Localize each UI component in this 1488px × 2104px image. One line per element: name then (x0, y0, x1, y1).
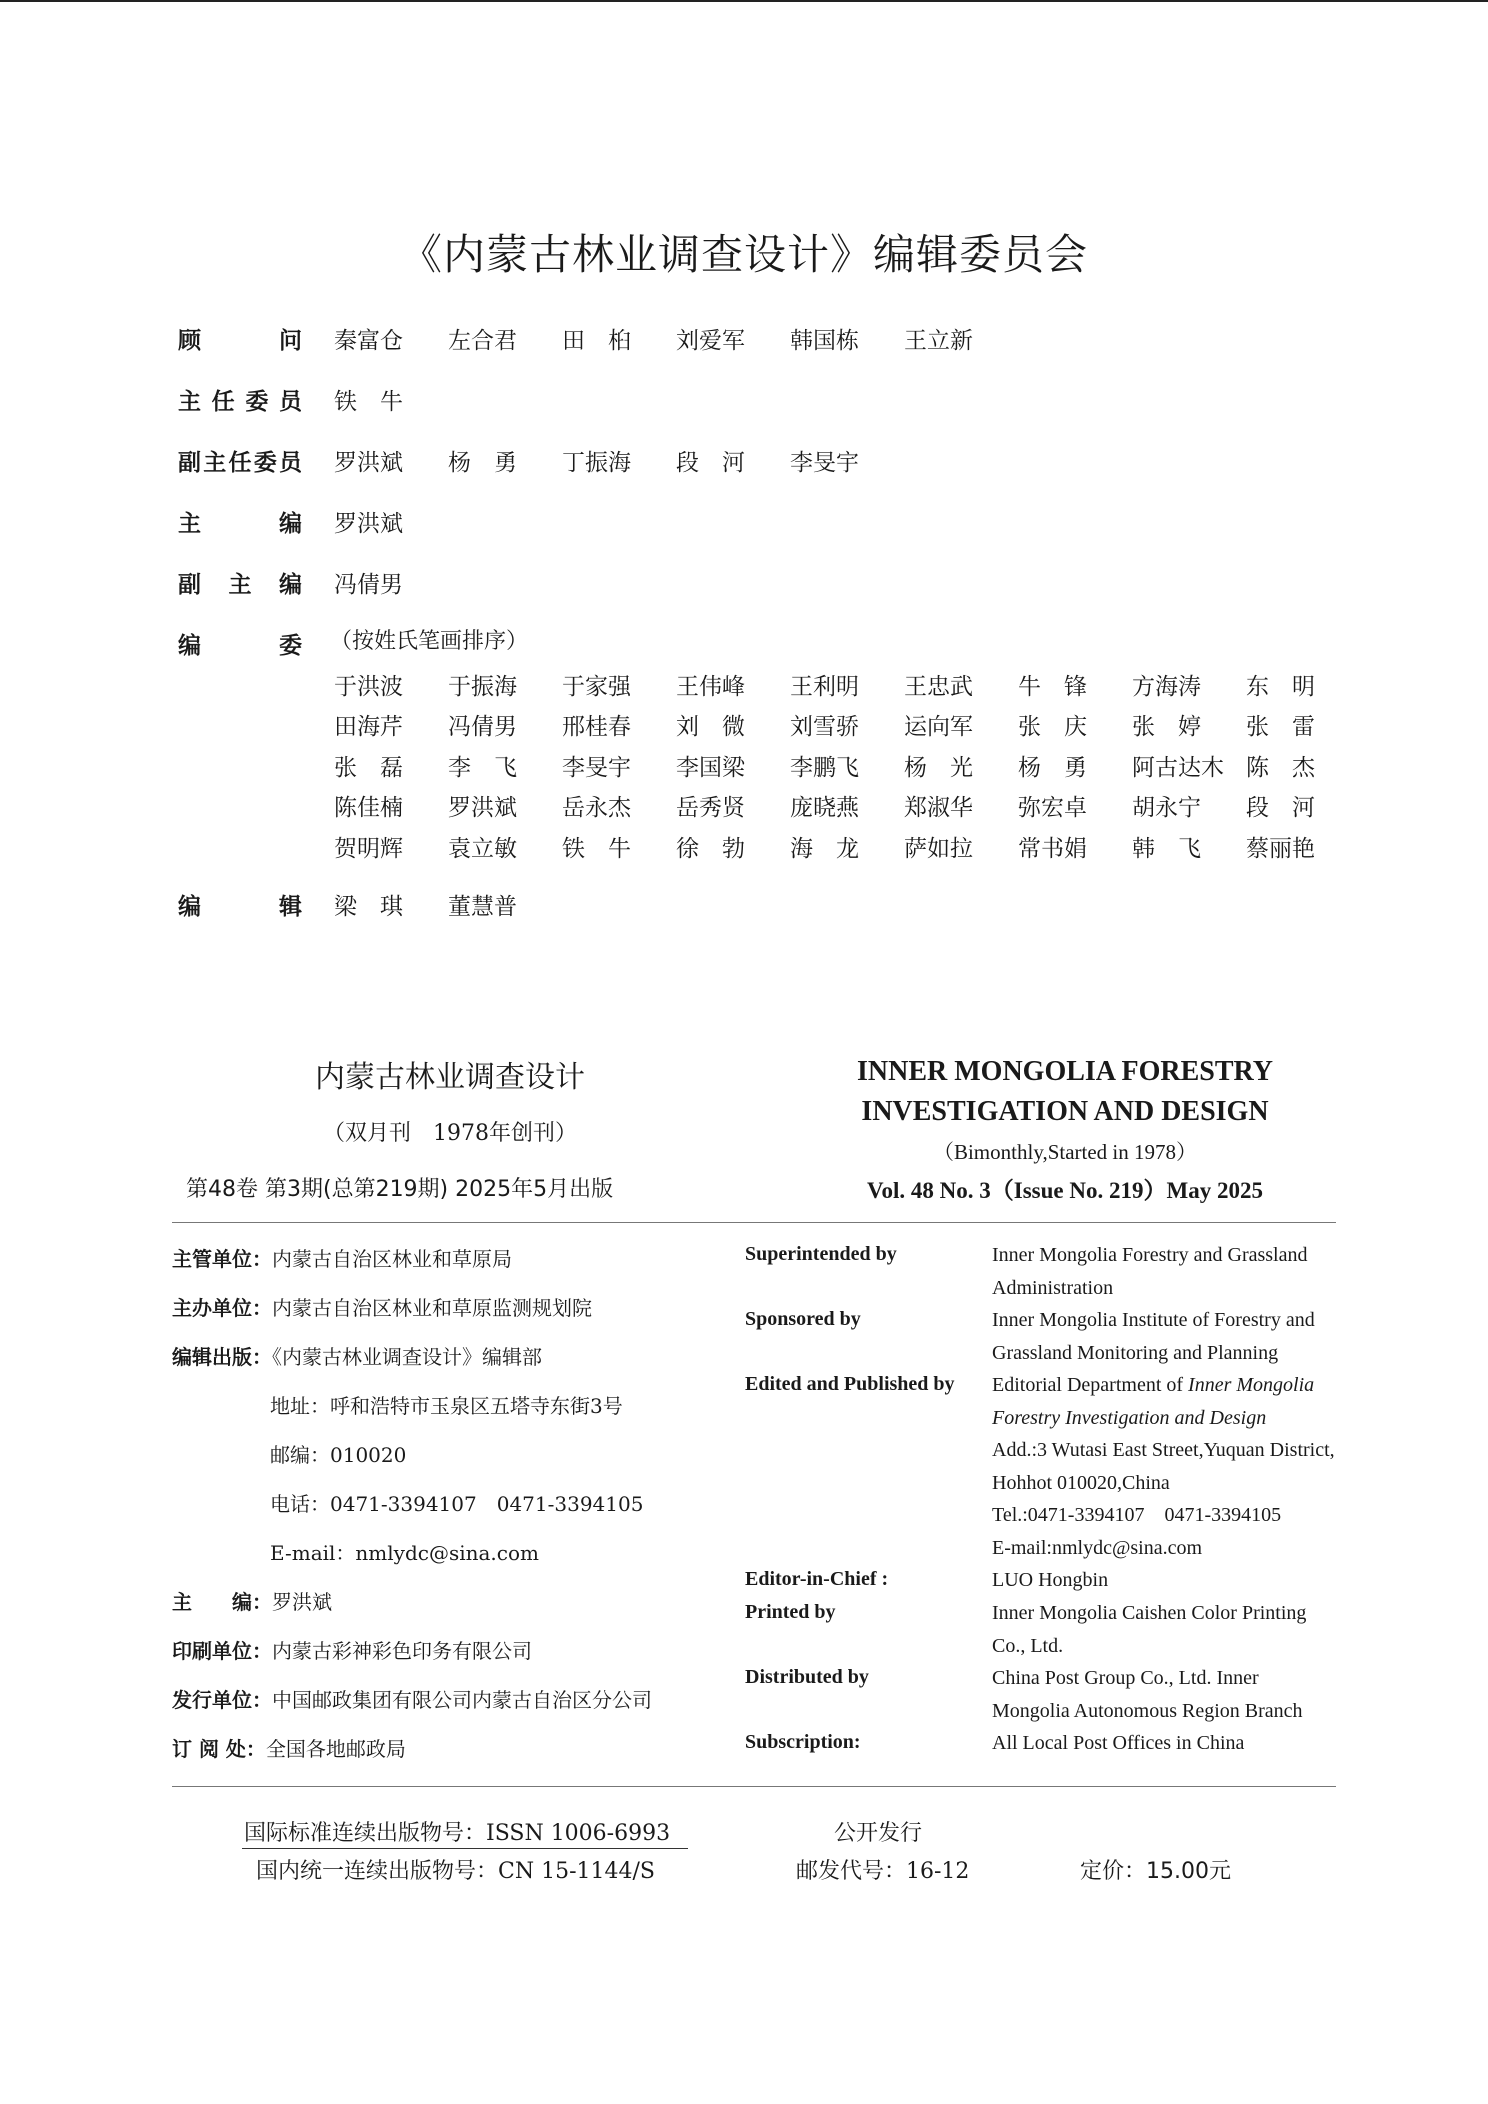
committee-member-name: 冯倩男 (334, 572, 403, 598)
role-label-char: 委 (279, 633, 302, 659)
tel-value: Tel.:0471-3394107 0471-3394105 (992, 1504, 1282, 1526)
committee-member-name: 陈 杰 (1246, 754, 1315, 781)
members-row (334, 664, 1360, 705)
committee-member-name: 张 庆 (1018, 714, 1087, 741)
role-label-char: 主 (203, 450, 227, 476)
role-label-char: 辑 (279, 894, 302, 920)
committee-member-name: 张 雷 (1246, 714, 1315, 741)
cn-info-label: 主 编： (172, 1590, 272, 1614)
distributed-label: Distributed by (745, 1666, 869, 1688)
committee-member-name: 王利明 (790, 673, 859, 700)
cn-info-row (172, 1341, 542, 1370)
cn-info-value: 内蒙古自治区林业和草原局 (272, 1247, 512, 1271)
committee-member-name: 蔡丽艳 (1246, 835, 1315, 862)
committee-member-name: 胡永宁 (1132, 795, 1201, 822)
committee-member-name: 丁振海 (562, 450, 631, 476)
committee-member-name: 刘 微 (676, 714, 745, 741)
role-label-char: 员 (279, 450, 302, 476)
cn-info-row (270, 1488, 643, 1517)
journal-cn-title: 内蒙古林业调查设计 (315, 1060, 585, 1095)
journal-en-subtitle: （Bimonthly,Started in 1978） (932, 1140, 1198, 1164)
sponsored-label: Sponsored by (745, 1308, 861, 1330)
issn-underline (242, 1848, 688, 1849)
price: 定价：15.00元 (1080, 1859, 1231, 1884)
cn-number-text: 国内统一连续出版物号：CN 15-1144/S (256, 1859, 655, 1884)
cn-info-row (172, 1635, 532, 1664)
cn-info-row (172, 1586, 332, 1615)
issn-text: 国际标准连续出版物号：ISSN 1006-6993 (244, 1821, 671, 1846)
cn-info-label: 主办单位： (172, 1296, 272, 1320)
committee-member-name: 邢桂春 (562, 714, 631, 741)
committee-member-name: 常书娟 (1018, 835, 1087, 862)
cn-info-value: 地址：呼和浩特市玉泉区五塔寺东街3号 (270, 1394, 623, 1418)
editor-name: 董慧普 (448, 894, 517, 920)
role-label-char: 编 (178, 894, 201, 920)
committee-member-name: 罗洪斌 (448, 795, 517, 822)
committee-member-name: 左合君 (448, 328, 517, 354)
committee-member-name: 秦富仓 (334, 328, 403, 354)
role-names (334, 322, 1018, 355)
cn-info-label: 订 阅 处： (172, 1737, 266, 1761)
editors-names (334, 888, 562, 921)
journal-en-title-line-2: INVESTIGATION AND DESIGN (861, 1096, 1269, 1127)
committee-member-name: 东 明 (1246, 673, 1315, 700)
role-label-char: 编 (279, 572, 302, 598)
cn-info-value: E-mail：nmlydc@sina.com (270, 1541, 539, 1565)
committee-member-name: 陈佳楠 (334, 795, 403, 822)
divider-bottom (172, 1786, 1336, 1787)
members-note: （按姓氏笔画排序） (330, 629, 529, 654)
role-label-char: 主 (178, 389, 201, 415)
committee-member-name: 徐 勃 (676, 835, 745, 862)
members-grid (334, 664, 1360, 867)
journal-en-volume: Vol. 48 No. 3（Issue No. 219）May 2025 (867, 1178, 1263, 1203)
role-label-char: 副 (178, 450, 201, 476)
journal-cn-volume: 第48卷 第3期(总第219期) 2025年5月出版 (186, 1177, 614, 1202)
top-border-line (0, 0, 1488, 2)
subscription-label: Subscription: (745, 1731, 861, 1753)
role-label (178, 627, 302, 660)
role-label-char: 顾 (178, 328, 201, 354)
committee-member-name: 韩 飞 (1132, 835, 1201, 862)
committee-member-name: 李国梁 (676, 754, 745, 781)
cn-info-row (270, 1390, 623, 1419)
cn-info-label: 印刷单位： (172, 1639, 272, 1663)
role-label-char: 编 (279, 511, 302, 537)
cn-info-label: 发行单位： (172, 1688, 272, 1712)
role-label-char: 副 (178, 572, 201, 598)
committee-member-name: 于家强 (562, 673, 631, 700)
committee-member-name: 田 桕 (562, 328, 631, 354)
committee-member-name: 田海芹 (334, 714, 403, 741)
role-names (334, 566, 448, 599)
role-label-char: 问 (279, 328, 302, 354)
cn-info-row (172, 1684, 652, 1713)
public-distribution: 公开发行 (834, 1821, 923, 1846)
journal-en-title-line-1: INNER MONGOLIA FORESTRY (857, 1056, 1273, 1087)
committee-member-name: 段 河 (1246, 795, 1315, 822)
cn-info-value: 内蒙古彩神彩色印务有限公司 (272, 1639, 532, 1663)
members-row (334, 705, 1360, 746)
cn-info-row (172, 1733, 406, 1762)
committee-member-name: 杨 勇 (1018, 754, 1087, 781)
members-row (334, 745, 1360, 786)
journal-en-title (770, 1052, 1360, 1132)
committee-member-name: 运向军 (904, 714, 973, 741)
committee-member-name: 铁 牛 (562, 835, 631, 862)
committee-member-name: 阿古达木 (1132, 754, 1224, 781)
role-label (178, 505, 302, 538)
committee-title: 《内蒙古林业调查设计》编辑委员会 (399, 230, 1088, 279)
role-label-char: 员 (278, 389, 302, 415)
committee-member-name: 李 飞 (448, 754, 517, 781)
editor-name: 梁 琪 (334, 894, 403, 920)
subscription-value: All Local Post Offices in China (992, 1732, 1245, 1754)
members-row (334, 786, 1360, 827)
printed-value: Inner Mongolia Caishen Color Printing Co., Ltd. (992, 1602, 1307, 1657)
role-label (178, 322, 302, 355)
committee-member-name: 韩国栋 (790, 328, 859, 354)
postal-code: 邮发代号：16-12 (796, 1859, 970, 1884)
committee-member-name: 李鹏飞 (790, 754, 859, 781)
edited-value-prefix: Editorial Department of (992, 1374, 1189, 1396)
sponsored-value: Inner Mongolia Institute of Forestry and Grassland Monitoring and Planning (992, 1309, 1315, 1364)
role-label (178, 566, 302, 599)
cn-info-row (172, 1292, 592, 1321)
printed-label: Printed by (745, 1601, 836, 1623)
committee-member-name: 弥宏卓 (1018, 795, 1087, 822)
committee-member-name: 岳秀贤 (676, 795, 745, 822)
role-names (334, 505, 448, 538)
committee-member-name: 罗洪斌 (334, 450, 403, 476)
cn-info-row (270, 1439, 406, 1468)
edited-label: Edited and Published by (745, 1373, 955, 1395)
cn-info-value: 电话：0471-3394107 0471-3394105 (270, 1492, 644, 1516)
committee-member-name: 庞晓燕 (790, 795, 859, 822)
cn-info-value: 《内蒙古林业调查设计》编辑部 (272, 1345, 542, 1369)
committee-member-name: 刘雪骄 (790, 714, 859, 741)
committee-member-name: 段 河 (676, 450, 745, 476)
committee-member-name: 方海涛 (1132, 673, 1201, 700)
role-label-char: 委 (253, 450, 277, 476)
chief-label: Editor-in-Chief : (745, 1568, 889, 1590)
edited-value-journal: Inner Mongolia Forestry Investigation and Design (992, 1374, 1315, 1429)
committee-member-name: 李旻宇 (562, 754, 631, 781)
role-label-char: 编 (178, 633, 201, 659)
committee-member-name: 刘爱军 (676, 328, 745, 354)
cn-info-label: 主管单位： (172, 1247, 272, 1271)
role-label-char: 任 (211, 389, 235, 415)
cn-info-row (270, 1537, 539, 1566)
cn-info-row (172, 1243, 512, 1272)
role-label-char: 主 (178, 511, 201, 537)
distributed-value: China Post Group Co., Ltd. Inner Mongolia Autonomous Region Branch (992, 1667, 1303, 1722)
cn-info-value: 邮编：010020 (270, 1443, 407, 1467)
committee-member-name: 王伟峰 (676, 673, 745, 700)
committee-member-name: 牛 锋 (1018, 673, 1087, 700)
committee-member-name: 郑淑华 (904, 795, 973, 822)
superintended-value: Inner Mongolia Forestry and Grassland Administration (992, 1244, 1308, 1299)
divider-top (172, 1222, 1336, 1223)
committee-member-name: 于振海 (448, 673, 517, 700)
address-value: Add.:3 Wutasi East Street,Yuquan District, Hohhot 010020,China (992, 1439, 1335, 1494)
chief-value: LUO Hongbin (992, 1569, 1109, 1591)
committee-member-name: 岳永杰 (562, 795, 631, 822)
committee-member-name: 海 龙 (790, 835, 859, 862)
superintended-label: Superintended by (745, 1243, 897, 1265)
editors-role-label (178, 888, 302, 921)
role-names (334, 383, 448, 416)
committee-member-name: 王忠武 (904, 673, 973, 700)
cn-info-value: 中国邮政集团有限公司内蒙古自治区分公司 (272, 1688, 652, 1712)
cn-info-value: 内蒙古自治区林业和草原监测规划院 (272, 1296, 592, 1320)
role-label (178, 383, 302, 416)
committee-member-name: 于洪波 (334, 673, 403, 700)
role-label (178, 444, 302, 477)
role-label-char: 任 (228, 450, 252, 476)
committee-member-name: 王立新 (904, 328, 973, 354)
edited-value (992, 1369, 1336, 1434)
journal-cn-subtitle: （双月刊 1978年创刊） (323, 1121, 577, 1146)
committee-member-name: 杨 勇 (448, 450, 517, 476)
committee-member-name: 袁立敏 (448, 835, 517, 862)
committee-member-name: 萨如拉 (904, 835, 973, 862)
cn-info-value: 罗洪斌 (272, 1590, 332, 1614)
committee-member-name: 贺明辉 (334, 835, 403, 862)
members-row (334, 826, 1360, 867)
committee-member-name: 张 磊 (334, 754, 403, 781)
committee-member-name: 罗洪斌 (334, 511, 403, 537)
committee-member-name: 铁 牛 (334, 389, 403, 415)
committee-member-name: 冯倩男 (448, 714, 517, 741)
cn-info-label: 编辑出版： (172, 1345, 272, 1369)
committee-member-name: 张 婷 (1132, 714, 1201, 741)
role-label-char: 主 (228, 572, 252, 598)
cn-info-value: 全国各地邮政局 (265, 1737, 406, 1761)
role-label-char: 委 (245, 389, 269, 415)
committee-member-name: 杨 光 (904, 754, 973, 781)
role-names (334, 444, 904, 477)
email-value: E-mail:nmlydc@sina.com (992, 1537, 1203, 1559)
committee-member-name: 李旻宇 (790, 450, 859, 476)
